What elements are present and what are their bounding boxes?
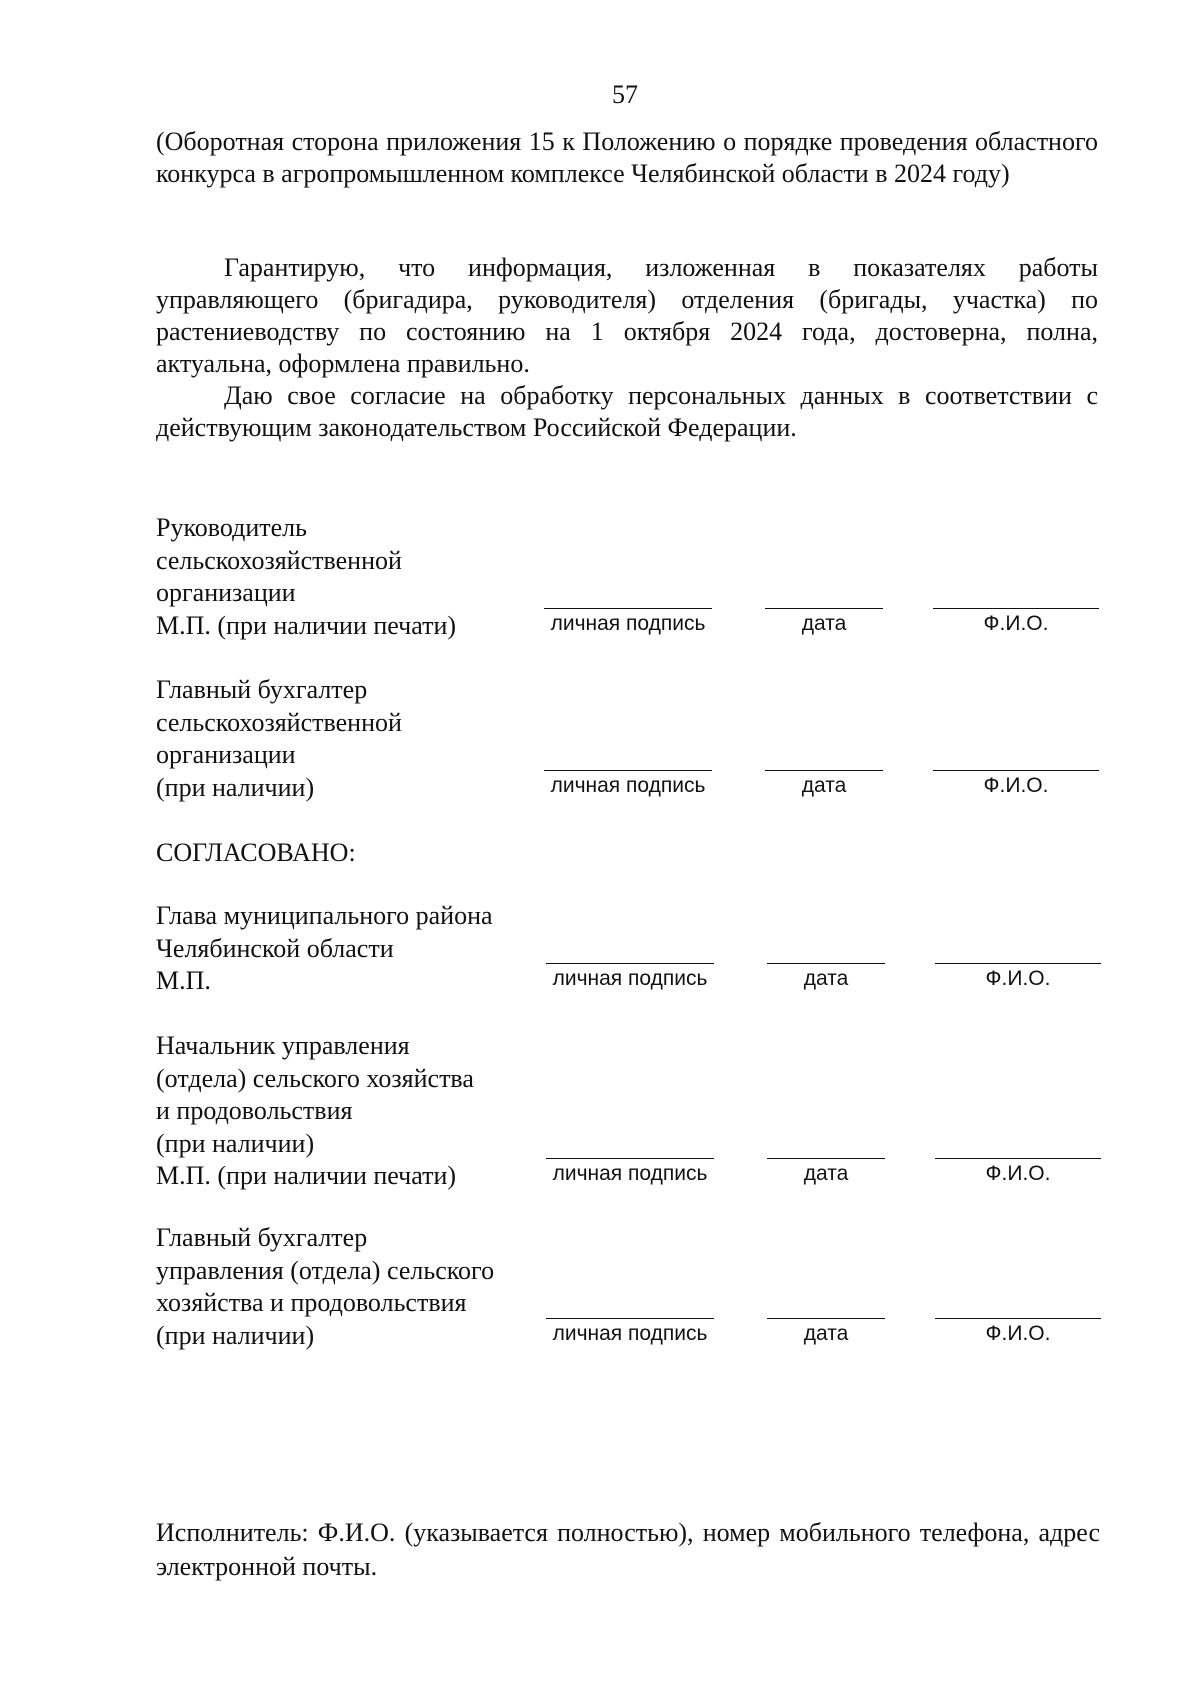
signatory-title-line: М.П. — [156, 966, 211, 995]
date-caption: дата — [803, 1162, 849, 1185]
date-caption: дата — [801, 612, 847, 635]
signatory-title-line: управления (отдела) сельского — [156, 1255, 495, 1285]
signature-caption: личная подпись — [550, 612, 706, 635]
name-line — [935, 1158, 1101, 1159]
signatory-title-line: и продовольствия — [156, 1096, 353, 1125]
signatory-title-line: организации — [156, 740, 296, 769]
signature-caption: личная подпись — [552, 1322, 708, 1345]
signatory-title-line: (при наличии) — [156, 772, 315, 802]
signature-block-department-head — [156, 1030, 1100, 1202]
signatory-title-line: Глава муниципального района — [156, 901, 493, 930]
signature-block-head — [156, 512, 1100, 652]
consent-paragraph: Даю свое согласие на обработку персональных данных в соответствии с действующим законодательством Российской Федерации. — [156, 381, 1098, 442]
signature-block-department-accountant — [156, 1222, 1100, 1362]
signatory-title-line: (при наличии) — [156, 1128, 315, 1158]
signatory-title-line: Главный бухгалтер — [156, 1223, 368, 1252]
signature-block-district-head — [156, 900, 1100, 1010]
date-line — [767, 1318, 885, 1319]
signature-line — [546, 1158, 714, 1159]
signatory-title-line: (отдела) сельского хозяйства — [156, 1063, 474, 1093]
signature-line — [546, 963, 714, 964]
signatory-title-line: (при наличии) — [156, 1320, 315, 1350]
signature-caption: личная подпись — [552, 1162, 708, 1185]
guarantee-text — [156, 252, 1098, 444]
signature-block-chief-accountant — [156, 674, 1100, 814]
name-caption: Ф.И.О. — [985, 1162, 1051, 1185]
date-line — [765, 770, 883, 771]
signatory-title-line: М.П. (при наличии печати) — [156, 1161, 457, 1190]
appendix-heading: (Оборотная сторона приложения 15 к Положению о порядке проведения областного конкурса в агропромышленном комплексе Челябинской области в 2024 году) — [156, 127, 1098, 188]
date-caption: дата — [801, 774, 847, 797]
signatory-title-line: Челябинской области — [156, 933, 394, 963]
name-caption: Ф.И.О. — [985, 1322, 1051, 1345]
signatory-title-line: Главный бухгалтер — [156, 675, 368, 704]
name-line — [933, 770, 1099, 771]
name-line — [935, 963, 1101, 964]
name-line — [935, 1318, 1101, 1319]
signature-caption: личная подпись — [550, 774, 706, 797]
page-number: 57 — [612, 80, 638, 109]
signatory-title-line: хозяйства и продовольствия — [156, 1288, 467, 1317]
name-line — [933, 608, 1099, 609]
signatory-title-line: организации — [156, 578, 296, 607]
date-line — [767, 963, 885, 964]
executor-note: Исполнитель: Ф.И.О. (указывается полностью), номер мобильного телефона, адрес электронной почты. — [156, 1518, 1100, 1581]
date-caption: дата — [803, 967, 849, 990]
date-line — [765, 608, 883, 609]
name-caption: Ф.И.О. — [983, 612, 1049, 635]
signatory-title-line: сельскохозяйственной — [156, 545, 402, 575]
signatory-title-line: Руководитель — [156, 513, 307, 542]
signature-line — [544, 608, 712, 609]
guarantee-paragraph: Гарантирую, что информация, изложенная в показателях работы управляющего (бригадира, руководителя) отделения (бригады, участка) по растениеводству по состоянию на 1 октября 2024 года, достоверна, полна, актуальна, оформлена правильно. — [156, 253, 1098, 378]
date-line — [767, 1158, 885, 1159]
signatory-title-line: сельскохозяйственной — [156, 707, 402, 737]
signature-caption: личная подпись — [552, 967, 708, 990]
name-caption: Ф.И.О. — [985, 967, 1051, 990]
name-caption: Ф.И.О. — [983, 774, 1049, 797]
signatory-title-line: Начальник управления — [156, 1031, 410, 1060]
signature-line — [544, 770, 712, 771]
date-caption: дата — [803, 1322, 849, 1345]
signatory-title-line: М.П. (при наличии печати) — [156, 610, 457, 640]
agreed-heading: СОГЛАСОВАНО: — [156, 838, 356, 867]
signature-line — [546, 1318, 714, 1319]
